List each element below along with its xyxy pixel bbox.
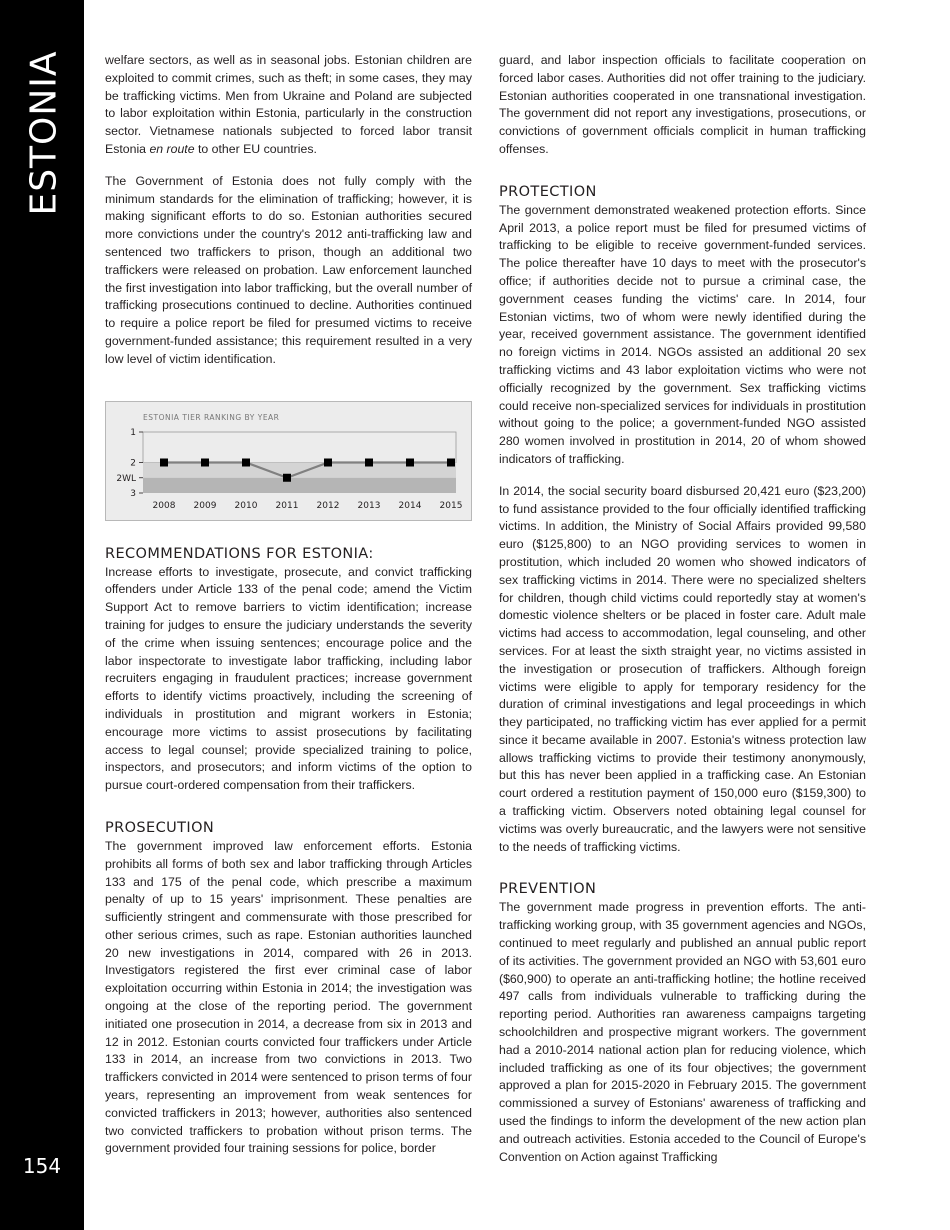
prosecution-heading: PROSECUTION bbox=[105, 819, 215, 836]
data-point bbox=[406, 458, 414, 466]
data-point bbox=[324, 458, 332, 466]
prevention-text: The government made progress in prevention efforts. The anti-trafficking working group, with 35 government agencies and NGOs, continued to meet regularly and published an annual public report of its activities. The government provided an NGO with 53,601 euro ($60,900) to operate an anti-trafficking hotline; the hotline received 497 calls from individuals vulnerable to trafficking during the reporting period. Authorities ran awareness campaigns targeting schoolchildren and prospective migrant workers. The government had a 2010-2014 national action plan for reducing violence, which included trafficking as one of its four objectives; the government approved a plan for 2015-2020 in February 2015. The government commissioned a survey of Estonians' awareness of trafficking and used the findings to inform the development of the new action plan and outreach activities. Estonia acceded to the Council of Europe's Convention on Action against Trafficking bbox=[499, 900, 866, 1164]
data-point bbox=[201, 458, 209, 466]
data-point bbox=[365, 458, 373, 466]
recommendations-heading: RECOMMENDATIONS FOR ESTONIA: bbox=[105, 545, 374, 562]
x-tick-label: 2011 bbox=[275, 500, 299, 511]
x-tick-label: 2010 bbox=[234, 500, 258, 511]
x-tick-label: 2013 bbox=[357, 500, 381, 511]
prevention-heading: PREVENTION bbox=[499, 881, 597, 898]
x-tick-label: 2014 bbox=[398, 500, 422, 511]
protection-paragraph-2: In 2014, the social security board disbursed 20,421 euro ($23,200) to fund assistance provided to the four officially identified trafficking victims. In addition, the Ministry of Social Affairs provided 99,580 euro ($125,800) to an NGO providing services to women in prostitution, which included 20 women who showed indicators of sex trafficking victims in 2014. There were no specialized shelters for children, though child victims could reportedly stay at women's domestic violence shelters or be placed in foster care. Adult male victims had access to accommodation, legal counseling, and other services. For at least the sixth straight year, no victims assisted in the investigation or prosecution of traffickers. Although foreign victims were eligible to apply for temporary residency for the duration of criminal investigations and legal proceedings in which they participated, no trafficking victim has ever applied for a permit since it became available in 2007. Estonia's witness protection law allows trafficking victims to provide their testimony anonymously, but this has never been applied in a trafficking case. An Estonian court ordered a restitution payment of 150,000 euro ($159,300) to a trafficking victim. Observers noted obtaining legal counsel for victims was overly bureaucratic, and the lawyers were not sensitive to the needs of trafficking victims. bbox=[499, 483, 866, 854]
band-tier-2wl bbox=[143, 477, 456, 492]
intro-text-end: to other EU countries. bbox=[194, 141, 317, 156]
recommendations-text: Increase efforts to investigate, prosecute, and convict trafficking offenders under Article 133 of the penal code; amend the Victim Support Act to remove barriers to victim identification; increase training for judges to ensure the judiciary understands the severity of the crime when issuing sentences; encourage police and the labor inspectorate to investigate labor trafficking, including labor recruiters engaging in fraudulent practices; increase government efforts to identify victims proactively, including the screening of individuals in prostitution and migrant workers in Estonia; encourage more victims to assist prosecutions by facilitating access to legal counsel; provide specialized training to police, inspectors, and prosecutors; and inform victims of the option to pursue court-ordered compensation from their traffickers. bbox=[105, 564, 472, 793]
prosecution-text: The government improved law enforcement efforts. Estonia prohibits all forms of both sex and labor trafficking through Articles 133 and 175 of the penal code, which prescribe a maximum penalty of up to 15 years' imprisonment. These penalties are sufficiently stringent and commensurate with those prescribed for other serious crimes, such as rape. Estonian authorities launched 20 new investigations in 2014, compared with 26 in 2013. Investigators registered the first ever criminal case of labor exploitation occurring within Estonia in 2014; the investigation was ongoing at the close of the reporting period. The government initiated one prosecution in 2014, a decrease from six in 2013 and 12 in 2012. Estonian courts convicted four traffickers under Article 133 in 2014, an increase from two convictions in 2013. Two traffickers convicted in 2014 were sentenced to prison terms of four years, representing an improvement from weak sentences for convicted traffickers in 2013; however, authorities also sentenced two convicted traffickers to probation without prison terms. The government provided four training sessions for police, border bbox=[105, 838, 472, 1156]
y-tick-label: 2WL bbox=[116, 473, 136, 484]
intro-paragraph-1 bbox=[105, 52, 472, 159]
y-tick-label: 2 bbox=[130, 458, 136, 469]
band-tier-1 bbox=[143, 432, 456, 463]
data-point bbox=[447, 458, 455, 466]
intro-emphasis: en route bbox=[149, 141, 195, 156]
intro-text: welfare sectors, as well as in seasonal jobs. Estonian children are exploited to commit crimes, such as theft; in some cases, they may be trafficking victims. Men from Ukraine and Poland are subjected to labor exploitation within Estonia, particularly in the construction sector. Vietnamese nationals subjected to forced labor transit Estonia bbox=[105, 53, 472, 156]
prosecution-continued-text: guard, and labor inspection officials to facilitate cooperation on forced labor cases. Authorities did not offer training to the judiciary. Estonian authorities cooperated in one transnational investigation. The government did not report any investigations, prosecutions, or convictions of government officials complicit in human trafficking offenses. bbox=[499, 53, 866, 156]
left-column bbox=[105, 52, 472, 1172]
intro-paragraph-2: The Government of Estonia does not fully comply with the minimum standards for the elimination of trafficking; however, it is making significant efforts to do so. Estonian authorities secured more convictions under the country's 2012 anti-trafficking law and sentenced two traffickers to prison, though an additional two traffickers were released on probation. Law enforcement launched the first investigation into labor trafficking, but the overall number of trafficking prosecutions continued to decline. Authorities continued to require a police report be filed for presumed victims to receive government-funded assistance; this requirement resulted in a very low level of victim identification. bbox=[105, 173, 472, 366]
sidebar bbox=[0, 0, 84, 1230]
protection-paragraph-1: The government demonstrated weakened protection efforts. Since April 2013, a police report must be filed for presumed victims of trafficking to be eligible to receive government-funded services. The police thereafter have 10 days to meet with the prosecutor's office; if authorities decide not to pursue a criminal case, the government ceases funding the victims' care. In 2014, four Estonian victims, two of whom were newly identified during the year, received government assistance. The government identified no foreign victims in 2014. NGOs assisted an additional 20 sex trafficking victims and 43 labor exploitation victims who were not officially recognized by the government. Sex trafficking victims could receive non-specialized services for individuals in prostitution without going to the police; a government-funded NGO assisted 280 women involved in prostitution in 2014, 20 of whom showed indicators of trafficking. bbox=[499, 202, 866, 466]
x-tick-label: 2008 bbox=[152, 500, 176, 511]
x-tick-label: 2012 bbox=[316, 500, 340, 511]
x-tick-label: 2015 bbox=[439, 500, 463, 511]
data-point bbox=[160, 458, 168, 466]
data-point bbox=[283, 473, 291, 481]
x-tick-label: 2009 bbox=[193, 500, 217, 511]
country-label: ESTONIA bbox=[23, 50, 65, 216]
page-number: 154 bbox=[22, 1154, 62, 1178]
tier-chart-svg bbox=[106, 402, 471, 520]
protection-heading: PROTECTION bbox=[499, 183, 597, 200]
right-column bbox=[499, 52, 866, 1180]
data-point bbox=[242, 458, 250, 466]
chart-title: ESTONIA TIER RANKING BY YEAR bbox=[143, 412, 280, 422]
tier-ranking-chart bbox=[105, 401, 472, 521]
y-tick-label: 3 bbox=[130, 488, 136, 499]
y-tick-label: 1 bbox=[130, 427, 136, 438]
